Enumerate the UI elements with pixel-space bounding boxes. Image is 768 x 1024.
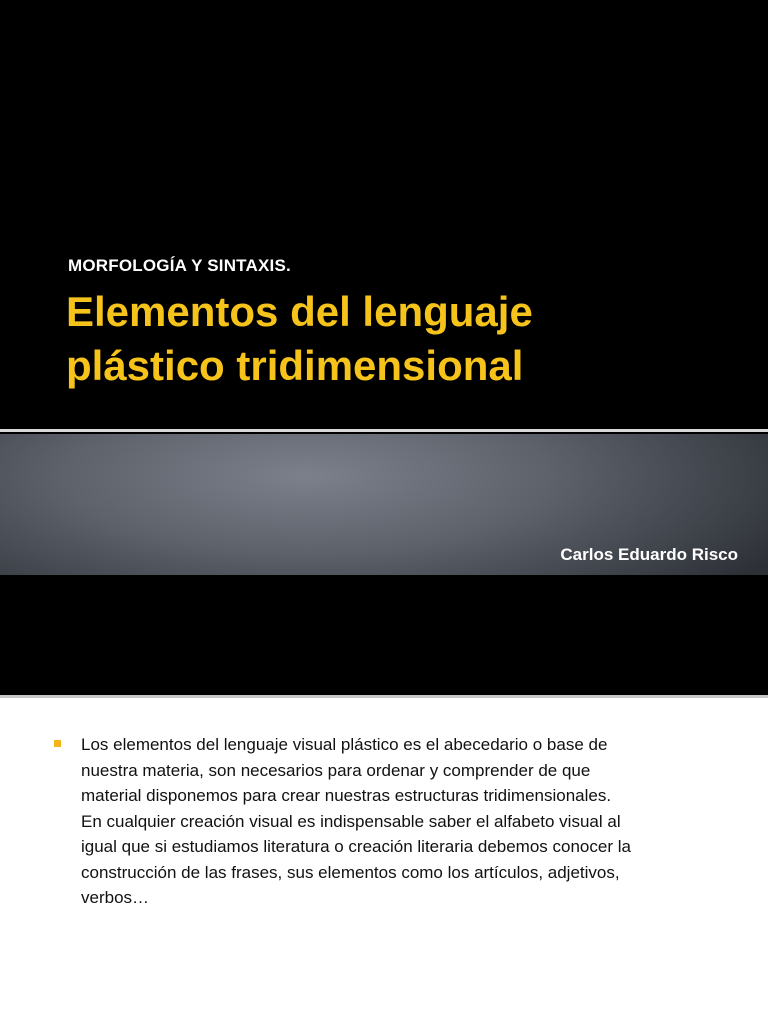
- slide-title-line-1: Elementos del lenguaje: [66, 288, 533, 335]
- bullet-line: En cualquier creación visual es indispensable saber el alfabeto visual al: [81, 811, 621, 831]
- square-bullet-icon: [54, 740, 61, 747]
- slide-title-line-2: plástico tridimensional: [66, 342, 524, 389]
- bullet-line: construcción de las frases, sus elementos como los artículos, adjetivos,: [81, 862, 620, 882]
- bullet-line: Los elementos del lenguaje visual plástico es el abecedario o base de: [81, 735, 608, 754]
- band-top-rule: [0, 429, 768, 432]
- bullet-paragraph: [81, 732, 744, 911]
- bullet-line: verbos…: [81, 888, 150, 907]
- bullet-item: [54, 732, 744, 911]
- bullet-line: material disponemos para crear nuestras estructuras tridimensionales.: [81, 786, 612, 805]
- slide-subtitle: MORFOLOGÍA Y SINTAXIS.: [68, 256, 291, 275]
- bullet-line: nuestra materia, son necesarios para ordenar y comprender de que: [81, 760, 591, 780]
- author-name: Carlos Eduardo Risco: [560, 545, 738, 564]
- slide-title: [66, 285, 756, 393]
- bullet-line: igual que si estudiamos literatura o creación literaria debemos conocer la: [81, 837, 631, 856]
- content-slide: [0, 698, 768, 1024]
